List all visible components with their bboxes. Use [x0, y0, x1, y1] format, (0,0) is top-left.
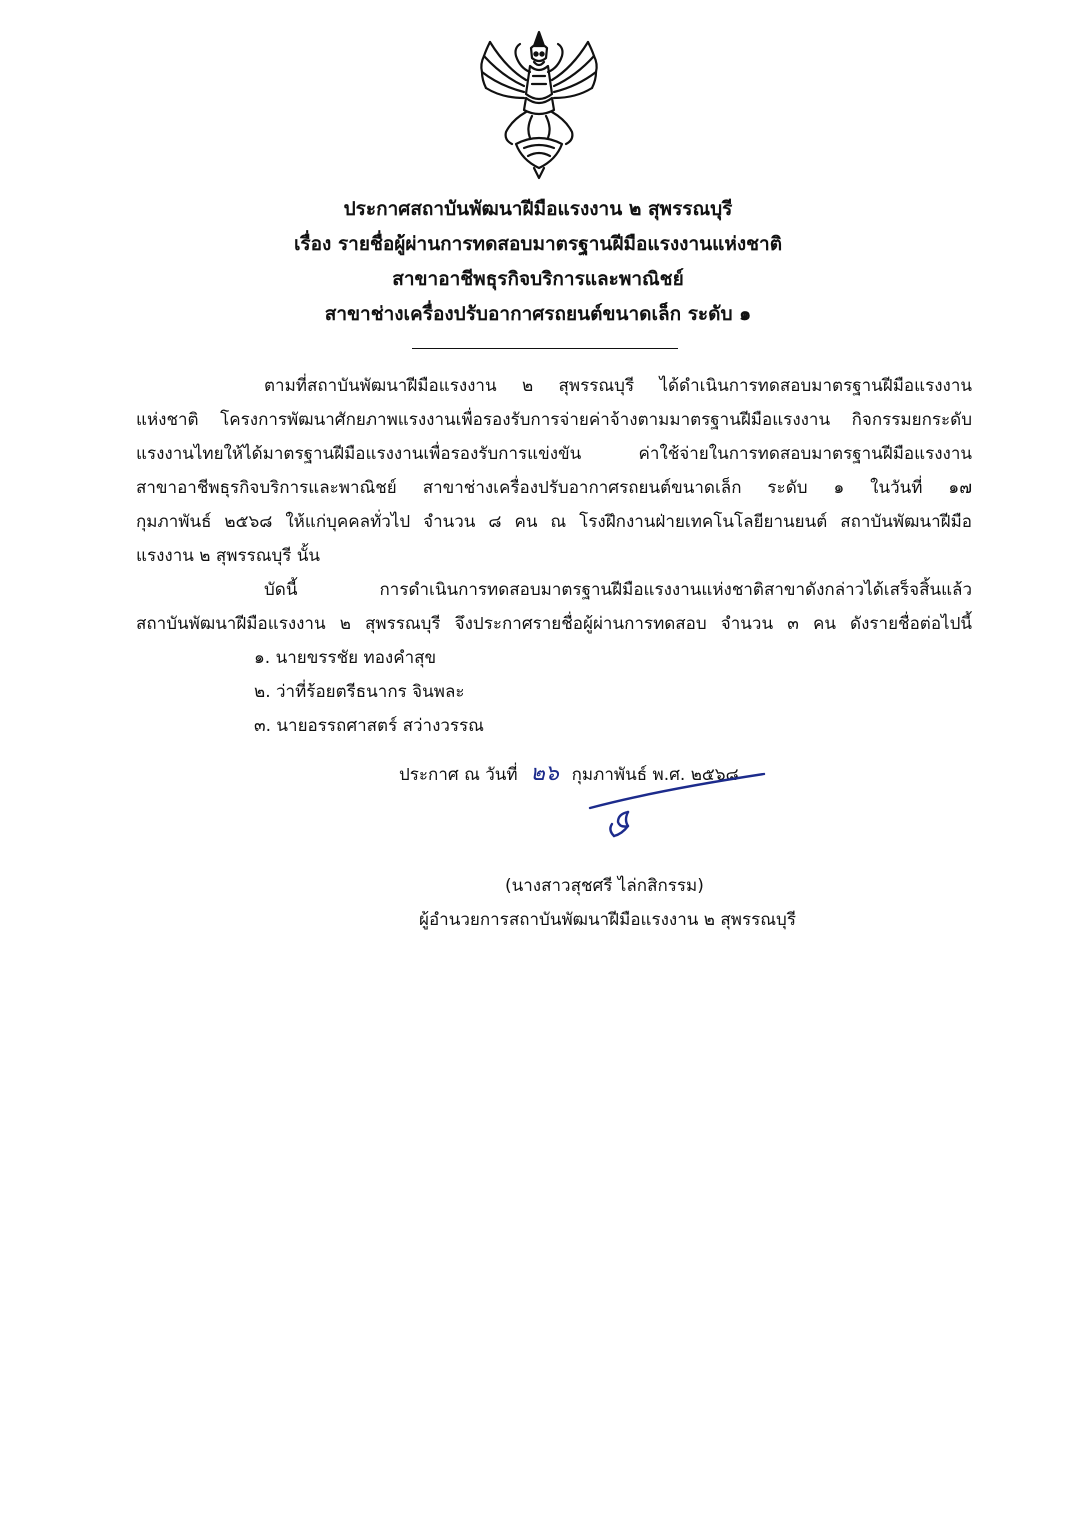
title-line-1: ประกาศสถาบันพัฒนาฝีมือแรงงาน ๒ สุพรรณบุรี — [343, 198, 733, 220]
date-prefix: ประกาศ ณ วันที่ — [399, 765, 518, 785]
list-item: ๑. นายขรรชัย ทองคำสุข — [254, 648, 437, 668]
paragraph-2-line-2: สถาบันพัฒนาฝีมือแรงงาน ๒ สุพรรณบุรี จึงประกาศรายชื่อผู้ผ่านการทดสอบ จำนวน ๓ คน ดังรายชื่อต่อไปนี้ — [136, 614, 972, 634]
title-line-4: สาขาช่างเครื่องปรับอากาศรถยนต์ขนาดเล็ก ระดับ ๑ — [324, 303, 752, 325]
paragraph-1-line-3: แรงงานไทยให้ได้มาตรฐานฝีมือแรงงานเพื่อรองรับการแข่งขัน ค่าใช้จ่ายในการทดสอบมาตรฐานฝีมือแรงงาน — [136, 444, 972, 464]
paragraph-1-line-1: ตามที่สถาบันพัฒนาฝีมือแรงงาน ๒ สุพรรณบุรี ได้ดำเนินการทดสอบมาตรฐานฝีมือแรงงาน — [264, 376, 972, 396]
paragraph-1-line-4: สาขาอาชีพธุรกิจบริการและพาณิชย์ สาขาช่างเครื่องปรับอากาศรถยนต์ขนาดเล็ก ระดับ ๑ ในวันที่ ๑๗ — [136, 478, 972, 498]
signer-position: ผู้อำนวยการสถาบันพัฒนาฝีมือแรงงาน ๒ สุพรรณบุรี — [419, 910, 796, 930]
title-underline-divider — [412, 348, 678, 349]
passed-candidates-list — [254, 641, 484, 743]
paragraph-1-line-2: แห่งชาติ โครงการพัฒนาศักยภาพแรงงานเพื่อรองรับการจ่ายค่าจ้างตามมาตรฐานฝีมือแรงงาน กิจกรรมยกระดับ — [136, 410, 972, 430]
handwritten-day: ๒๖ — [530, 761, 559, 786]
garuda-emblem-icon — [476, 28, 602, 180]
paragraph-2-line-1: บัดนี้ การดำเนินการทดสอบมาตรฐานฝีมือแรงงานแห่งชาติสาขาดังกล่าวได้เสร็จสิ้นแล้ว — [264, 580, 972, 600]
body-paragraph-1 — [136, 369, 972, 573]
title-line-2: เรื่อง รายชื่อผู้ผ่านการทดสอบมาตรฐานฝีมือแรงงานแห่งชาติ — [293, 233, 783, 255]
list-item: ๒. ว่าที่ร้อยตรีธนากร จินพละ — [254, 682, 465, 702]
date-month-year: กุมภาพันธ์ พ.ศ. ๒๕๖๘ — [571, 765, 739, 785]
announcement-title — [0, 192, 1076, 332]
title-line-3: สาขาอาชีพธุรกิจบริการและพาณิชย์ — [392, 268, 684, 290]
paragraph-1-line-5: กุมภาพันธ์ ๒๕๖๘ ให้แก่บุคคลทั่วไป จำนวน ๘ คน ณ โรงฝึกงานฝ่ายเทคโนโลยียานยนต์ สถาบันพัฒนาฝีมือ — [136, 512, 972, 532]
list-item: ๓. นายอรรถศาสตร์ สว่างวรรณ — [254, 716, 484, 736]
paragraph-1-line-6: แรงงาน ๒ สุพรรณบุรี นั้น — [136, 546, 321, 566]
body-paragraph-2 — [136, 573, 972, 641]
handwritten-signature-icon — [588, 768, 796, 848]
signer-name: (นางสาวสุชศรี ไล่กสิกรรม) — [505, 876, 704, 896]
